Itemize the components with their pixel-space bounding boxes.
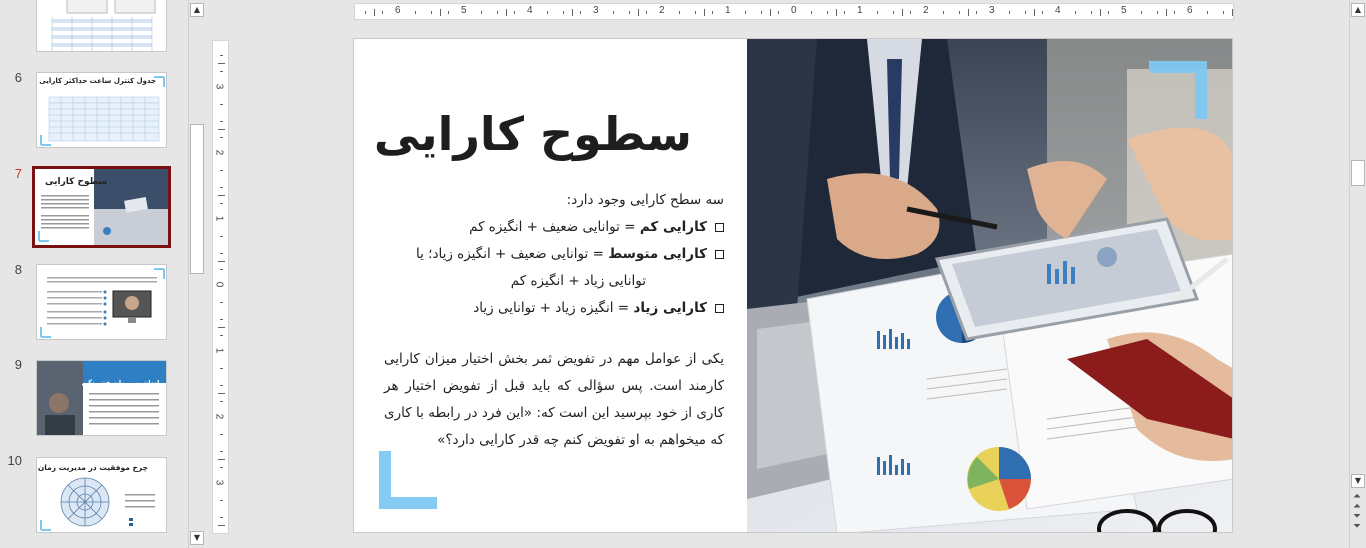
bullet-text: توانایی زیاد + انگیزه کم	[510, 273, 646, 289]
slide-thumbnail-title: یادداشت روزانه فشردگی	[81, 379, 162, 387]
ruler-label: 1	[725, 5, 731, 16]
next-slide-icon[interactable]: ⏷ ⏷	[1353, 511, 1361, 532]
slide-canvas[interactable]	[353, 38, 1233, 533]
ruler-label: 0	[791, 5, 797, 16]
slide-body-textbox[interactable]	[384, 187, 724, 454]
scroll-up-arrow-icon[interactable]: ▲	[190, 3, 204, 17]
slide-thumbnail-title: جدول کنترل ساعت حداکثر کارایی	[39, 77, 156, 85]
slide-thumbnail-title: سطوح کارایی	[45, 177, 108, 187]
body-paragraph: یکی از عوامل مهم در تفویض ثمر بخش اختیار میزان کارایی کارمند است. پس سؤالی که باید قبل از تفویض اختیار هر کاری از خود بپرسید این است که: «این فرد در رابطه با کاری که میخواهم به او تفویض کنم چه قدر کارایی دارد؟»	[384, 351, 724, 448]
bullet-bold-label: کارایی کم	[639, 219, 707, 235]
checkbox-bullet-icon	[715, 304, 724, 313]
vertical-ruler[interactable]	[212, 40, 229, 534]
ruler-label: 6	[1187, 5, 1193, 16]
ruler-label: 4	[527, 5, 533, 16]
scroll-down-arrow-icon[interactable]: ▼	[1351, 474, 1365, 488]
slide-thumbnail-7[interactable]	[32, 166, 171, 248]
bullet-bold-label: کارایی متوسط	[608, 246, 707, 262]
scrollbar-thumb[interactable]	[190, 124, 204, 274]
editor-scrollbar[interactable]	[1349, 0, 1366, 548]
bullet-continuation	[384, 268, 724, 295]
bullet-item	[384, 241, 724, 268]
ruler-label: 6	[395, 5, 401, 16]
slide-thumbnail-title: چرخ موفقیت در مدیریت زمان	[37, 463, 148, 472]
ruler-label: 5	[461, 5, 467, 16]
checkbox-bullet-icon	[715, 223, 724, 232]
thumbnail-scrollbar[interactable]	[188, 0, 204, 548]
slide-number: 9	[14, 357, 22, 372]
ruler-label: 1	[213, 215, 225, 222]
slide-thumbnail-preview	[37, 0, 167, 52]
scrollbar-thumb[interactable]	[1351, 160, 1365, 186]
ruler-label: 2	[923, 5, 929, 16]
ruler-label: 1	[213, 347, 225, 354]
slide-thumbnail-9[interactable]	[36, 360, 167, 436]
slide-number: 7	[14, 166, 22, 181]
slide-thumbnail-pane	[0, 0, 206, 548]
ruler-label: 2	[213, 413, 225, 420]
horizontal-ruler[interactable]	[354, 3, 1234, 20]
ruler-label: 2	[659, 5, 665, 16]
previous-slide-icon[interactable]: ⏶ ⏶	[1353, 491, 1361, 512]
bullet-item	[384, 295, 724, 322]
ruler-label: 1	[857, 5, 863, 16]
bullet-item	[384, 214, 724, 241]
ruler-label: 4	[1055, 5, 1061, 16]
decorative-corner-icon	[1149, 61, 1207, 119]
bullet-text: = توانایی ضعیف + انگیزه زیاد؛ یا	[416, 246, 609, 262]
scroll-up-arrow-icon[interactable]: ▲	[1351, 3, 1365, 17]
slide-title[interactable]: سطوح کارایی	[373, 107, 692, 161]
bullet-text: = انگیزه زیاد + توانایی زیاد	[473, 300, 634, 316]
ruler-ticks	[213, 41, 230, 535]
slide-thumbnail-6[interactable]	[36, 72, 167, 148]
slide-number: 8	[14, 262, 22, 277]
bullet-bold-label: کارایی زیاد	[633, 300, 707, 316]
ruler-label: 3	[593, 5, 599, 16]
ruler-label: 3	[213, 83, 225, 90]
bullet-text: = توانایی ضعیف + انگیزه کم	[469, 219, 640, 235]
slide-thumbnail-8[interactable]	[36, 264, 167, 340]
decorative-corner-icon	[379, 451, 437, 509]
checkbox-bullet-icon	[715, 250, 724, 259]
slide-thumbnail-10[interactable]	[36, 457, 167, 533]
ruler-label: 3	[213, 479, 225, 486]
ruler-label: 0	[213, 281, 225, 288]
intro-line: سه سطح کارایی وجود دارد:	[566, 192, 724, 208]
slide-number: 10	[7, 453, 22, 468]
slide-number: 6	[14, 70, 22, 85]
ruler-label: 3	[989, 5, 995, 16]
slide-thumbnail-preview	[37, 361, 167, 436]
ruler-label: 2	[213, 149, 225, 156]
scroll-down-arrow-icon[interactable]: ▼	[190, 531, 204, 545]
slide-thumbnail-5[interactable]	[36, 0, 167, 52]
ruler-label: 5	[1121, 5, 1127, 16]
slide-thumbnail-preview	[37, 265, 167, 340]
